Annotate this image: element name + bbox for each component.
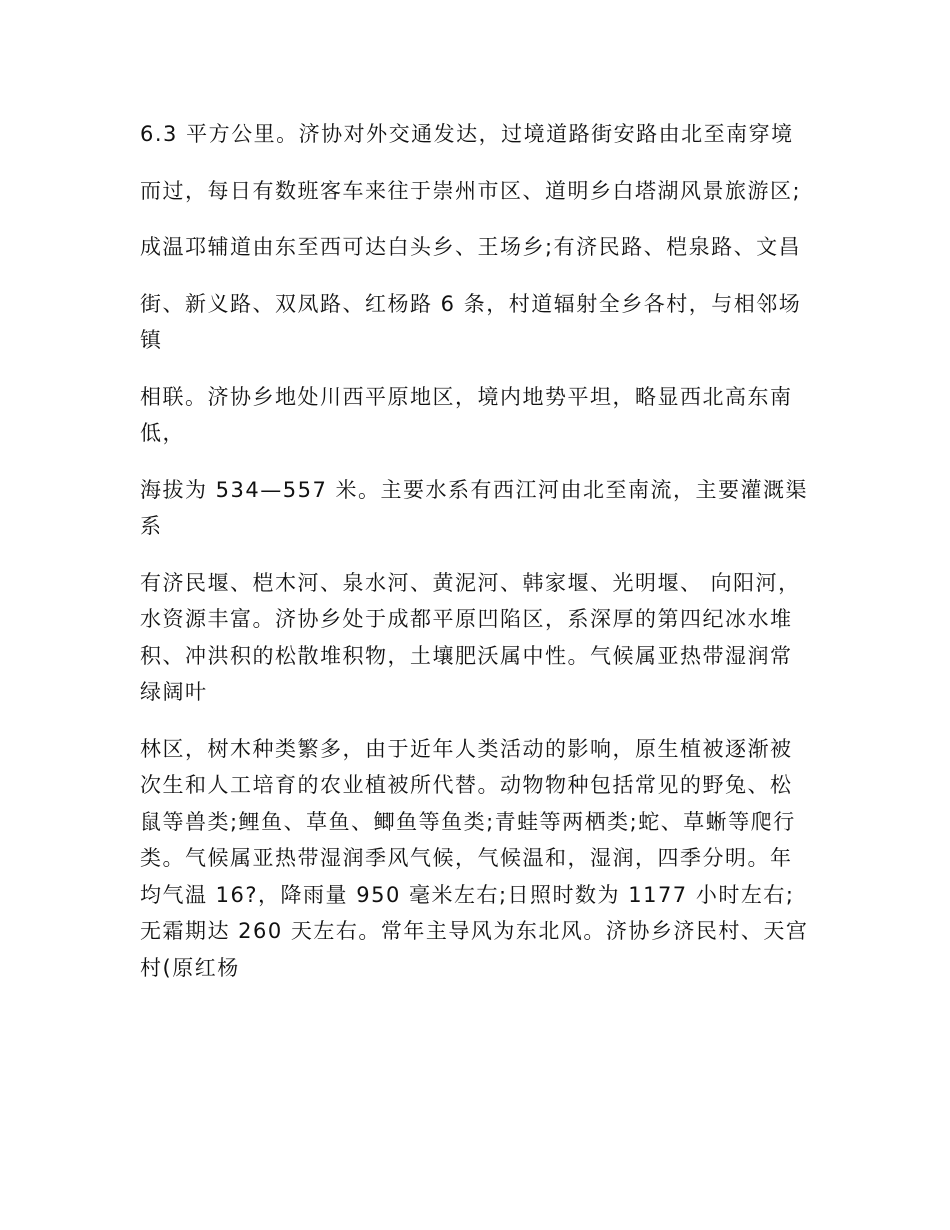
document-body xyxy=(140,116,812,1006)
paragraph-7: 有济民堰、桤木河、泉水河、黄泥河、韩家堰、光明堰、 向阳河，水资源丰富。济协乡处于成都平原凹陷区，系深厚的第四纪冰水堆积、冲洪积的松散堆积物，土壤肥沃属中性。气候属亚热带湿润常绿阔叶 xyxy=(140,570,801,704)
paragraph-8: 林区，树木种类繁多，由于近年人类活动的影响，原生植被逐渐被次生和人工培育的农业植被所代替。动物物种包括常见的野兔、松鼠等兽类;鲤鱼、草鱼、鲫鱼等鱼类;青蛙等两栖类;蛇、草蜥等爬行类。气候属亚热带湿润季风气候，气候温和，湿润，四季分明。年均气温 16?，降雨量 950 毫米左右;日照时数为 1177 小时左右;无霜期达 260 天左右。常年主导风为东北风。济协乡济民村、天宫村(原红杨 xyxy=(140,736,809,980)
paragraph-1: 6.3 平方公里。济协对外交通发达，过境道路街安路由北至南穿境 xyxy=(140,122,794,146)
paragraph-3: 成温邛辅道由东至西可达白头乡、王场乡;有济民路、桤泉路、文昌 xyxy=(140,235,802,259)
paragraph-2: 而过，每日有数班客车来往于崇州市区、道明乡白塔湖风景旅游区; xyxy=(140,178,802,203)
paragraph-4: 街、新义路、双凤路、红杨路 6 条，村道辐射全乡各村，与相邻场镇 xyxy=(140,291,802,352)
paragraph-5: 相联。济协乡地处川西平原地区，境内地势平坦，略显西北高东南低， xyxy=(140,384,793,445)
paragraph-6: 海拔为 534—557 米。主要水系有西江河由北至南流，主要灌溉渠系 xyxy=(140,477,809,538)
